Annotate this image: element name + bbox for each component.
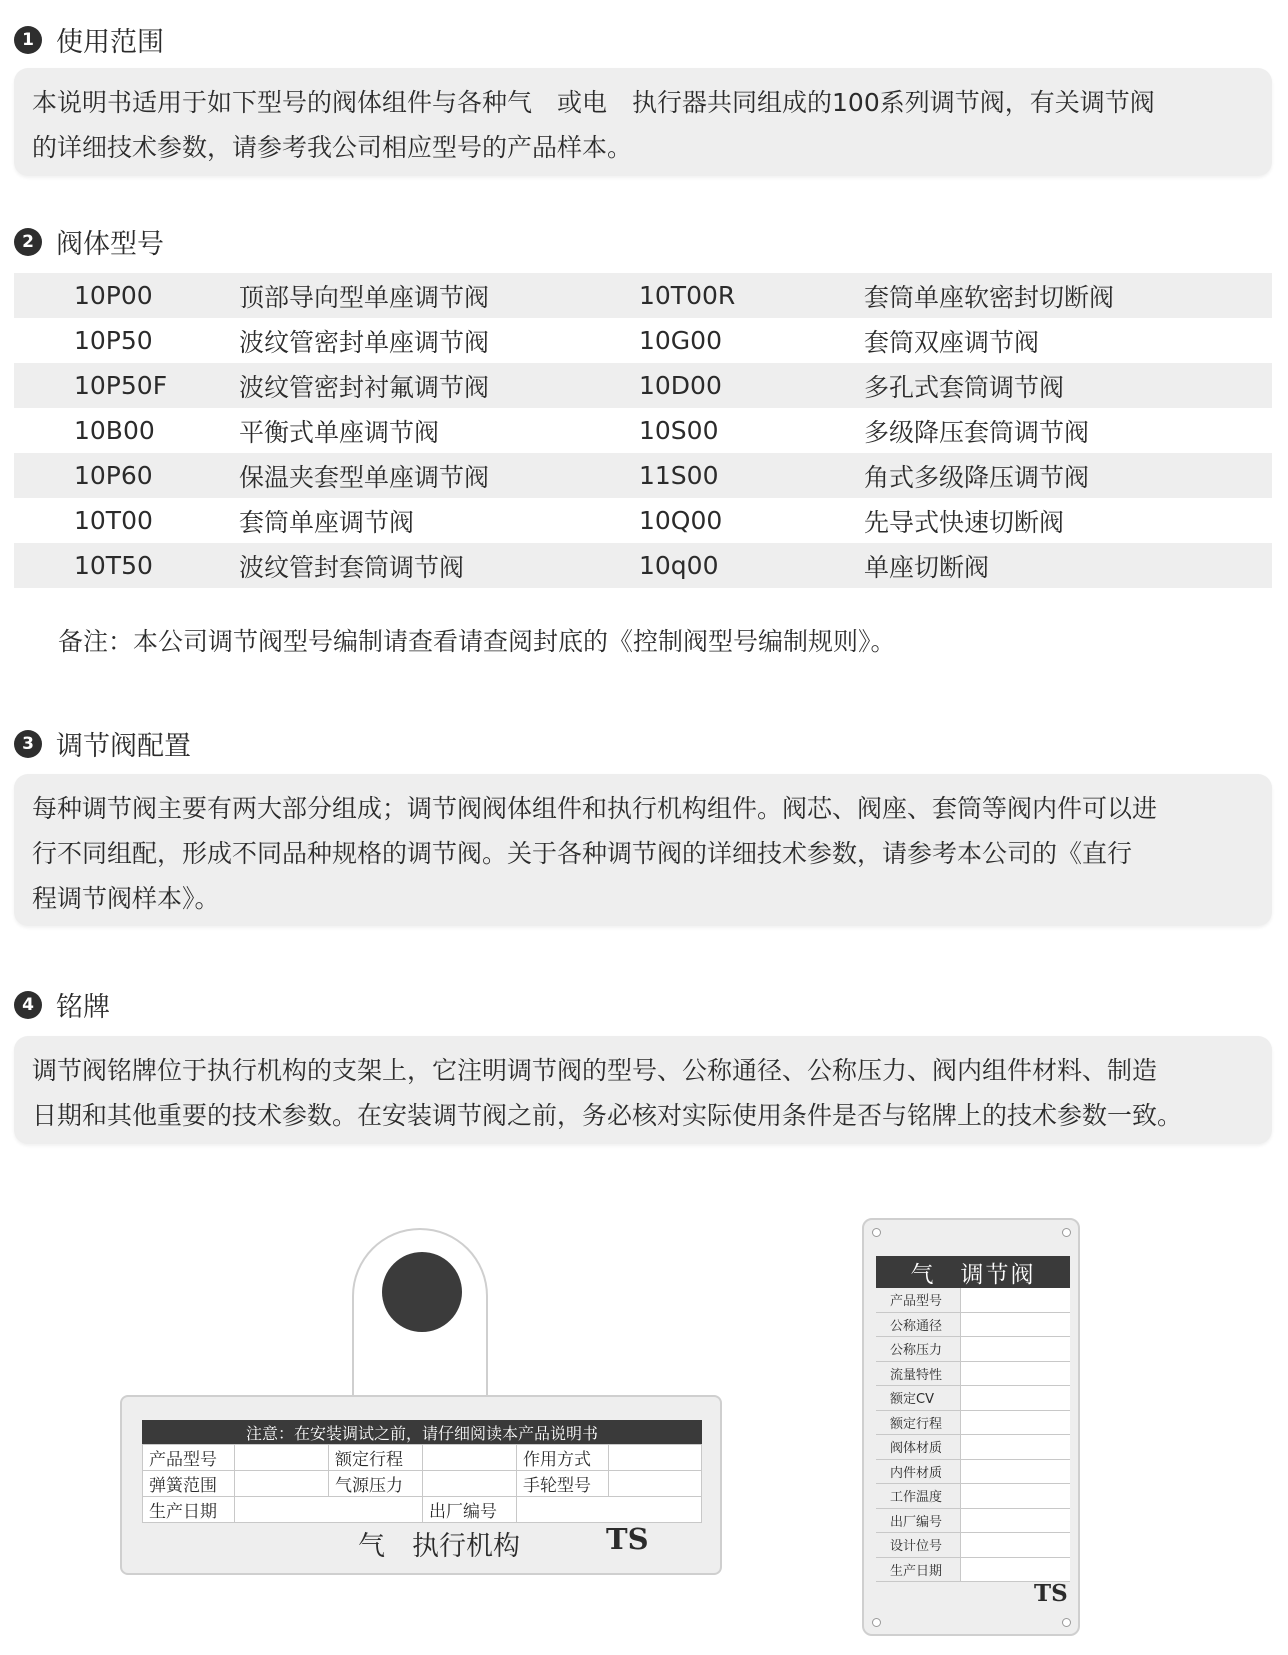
section-title-models [14,222,164,261]
screw-icon [872,1618,881,1627]
model-name: 保温夹套型单座调节阀 [239,453,639,498]
plate-label: 额定行程 [329,1445,423,1471]
screw-icon [1062,1228,1071,1237]
plate-value [609,1445,702,1471]
scope-line: 本说明书适用于如下型号的阀体组件与各种气 或电 执行器共同组成的100系列调节阀，有关调节阀 [32,88,1155,117]
number-badge: 2 [14,228,42,256]
table-row [14,363,1272,408]
plate-value [960,1484,1070,1509]
screw-icon [1062,1618,1071,1627]
valve-plate-header: 气 调节阀 [876,1256,1070,1288]
valve-plate-grid [876,1288,1070,1582]
plate-value [960,1533,1070,1558]
table-row [14,543,1272,588]
model-code: 10P00 [14,273,239,318]
section-title-text: 调节阀配置 [56,731,191,762]
model-name: 先导式快速切断阀 [864,507,1065,537]
plate-value [960,1386,1070,1411]
plate-label: 产品型号 [143,1445,235,1471]
actuator-plate-grid [142,1444,702,1523]
scope-panel [14,68,1272,176]
plate-value [960,1410,1070,1435]
actuator-plate-title: 气 执行机构 [358,1531,520,1562]
model-code: 10P60 [14,453,239,498]
model-code: 11S00 [639,453,864,498]
table-row [14,408,1272,453]
plate-value [235,1445,329,1471]
model-name: 套筒单座调节阀 [239,507,415,537]
screw-icon [872,1228,881,1237]
nameplate-line: 调节阀铭牌位于执行机构的支架上，它注明调节阀的型号、公称通径、公称压力、阀内组件材料、制造 [32,1056,1158,1085]
config-line: 行不同组配，形成不同品种规格的调节阀。关于各种调节阀的详细技术参数，请参考本公司的《直行 [32,839,1133,868]
model-code: 10T00R [639,273,864,318]
plate-value [235,1497,423,1523]
model-name: 波纹管密封单座调节阀 [239,327,490,357]
plate-label: 额定行程 [876,1410,960,1435]
section-title-text: 阀体型号 [56,229,164,260]
table-row [14,318,1272,363]
plate-label: 气源压力 [329,1471,423,1497]
actuator-plate-header: 注意：在安装调试之前，请仔细阅读本产品说明书 [142,1420,702,1444]
section-title-scope [14,20,164,59]
plate-label: 额定CV [876,1386,960,1411]
config-line: 每种调节阀主要有两大部分组成；调节阀阀体组件和执行机构组件。阀芯、阀座、套筒等阀内件可以进 [32,794,1158,823]
mounting-hole [382,1252,462,1332]
model-name: 波纹管封套筒调节阀 [239,543,639,588]
plate-label: 出厂编号 [423,1497,517,1523]
table-row [14,273,1272,318]
model-name: 单座切断阀 [864,543,1272,588]
plate-label: 弹簧范围 [143,1471,235,1497]
plate-value [960,1435,1070,1460]
number-badge: 1 [14,26,42,54]
plate-value [235,1471,329,1497]
plate-label: 阀体材质 [876,1435,960,1460]
ts-logo: TS [1034,1580,1068,1607]
plate-label: 公称通径 [876,1312,960,1337]
model-name: 套筒单座软密封切断阀 [864,273,1272,318]
model-name: 波纹管密封衬氟调节阀 [239,363,639,408]
plate-label: 产品型号 [876,1288,960,1312]
plate-value [609,1471,702,1497]
model-code: 10D00 [639,363,864,408]
plate-label: 出厂编号 [876,1508,960,1533]
plate-value [960,1288,1070,1312]
plate-value [960,1337,1070,1362]
actuator-nameplate [120,1395,722,1575]
plate-value [960,1312,1070,1337]
scope-line: 的详细技术参数，请参考我公司相应型号的产品样本。 [32,133,633,162]
config-panel [14,774,1272,926]
number-badge: 4 [14,991,42,1019]
model-code: 10S00 [639,416,719,445]
model-name: 顶部导向型单座调节阀 [239,273,639,318]
section-title-config [14,724,191,763]
model-table [14,273,1272,588]
nameplate-line: 日期和其他重要的技术参数。在安装调节阀之前，务必核对实际使用条件是否与铭牌上的技术参数一致。 [32,1101,1183,1130]
model-code: 10B00 [74,416,155,445]
model-code: 10q00 [639,543,864,588]
section-title-text: 铭牌 [56,992,110,1023]
model-name: 多孔式套筒调节阀 [864,363,1272,408]
nameplate-panel [14,1036,1272,1144]
plate-value [960,1361,1070,1386]
section-title-nameplate [14,985,110,1024]
plate-label: 生产日期 [876,1557,960,1582]
plate-label: 公称压力 [876,1337,960,1362]
table-row [14,498,1272,543]
ts-logo: TS [606,1522,649,1556]
plate-value [423,1445,517,1471]
number-badge: 3 [14,730,42,758]
plate-label: 设计位号 [876,1533,960,1558]
plate-value [960,1557,1070,1582]
plate-label: 生产日期 [143,1497,235,1523]
model-code: 10P50F [14,363,239,408]
config-line: 程调节阀样本》。 [32,884,220,913]
model-name: 套筒双座调节阀 [864,327,1040,357]
plate-label: 工作温度 [876,1484,960,1509]
section-title-text: 使用范围 [56,27,164,58]
valve-nameplate [862,1218,1080,1636]
model-code: 10T00 [74,506,153,535]
plate-label: 手轮型号 [517,1471,609,1497]
actuator-plate-footer [122,1522,724,1562]
table-row [14,453,1272,498]
model-code: 10T50 [14,543,239,588]
plate-value [960,1508,1070,1533]
model-name: 角式多级降压调节阀 [864,453,1272,498]
plate-value [423,1471,517,1497]
model-name: 多级降压套筒调节阀 [864,417,1090,447]
plate-value [517,1497,702,1523]
model-name: 平衡式单座调节阀 [239,417,440,447]
model-code: 10P50 [74,326,153,355]
plate-label: 流量特性 [876,1361,960,1386]
model-code: 10Q00 [639,506,723,535]
model-code: 10G00 [639,326,722,355]
plate-label: 作用方式 [517,1445,609,1471]
plate-value [960,1459,1070,1484]
model-note: 备注：本公司调节阀型号编制请查看请查阅封底的《控制阀型号编制规则》。 [58,627,896,656]
plate-label: 内件材质 [876,1459,960,1484]
